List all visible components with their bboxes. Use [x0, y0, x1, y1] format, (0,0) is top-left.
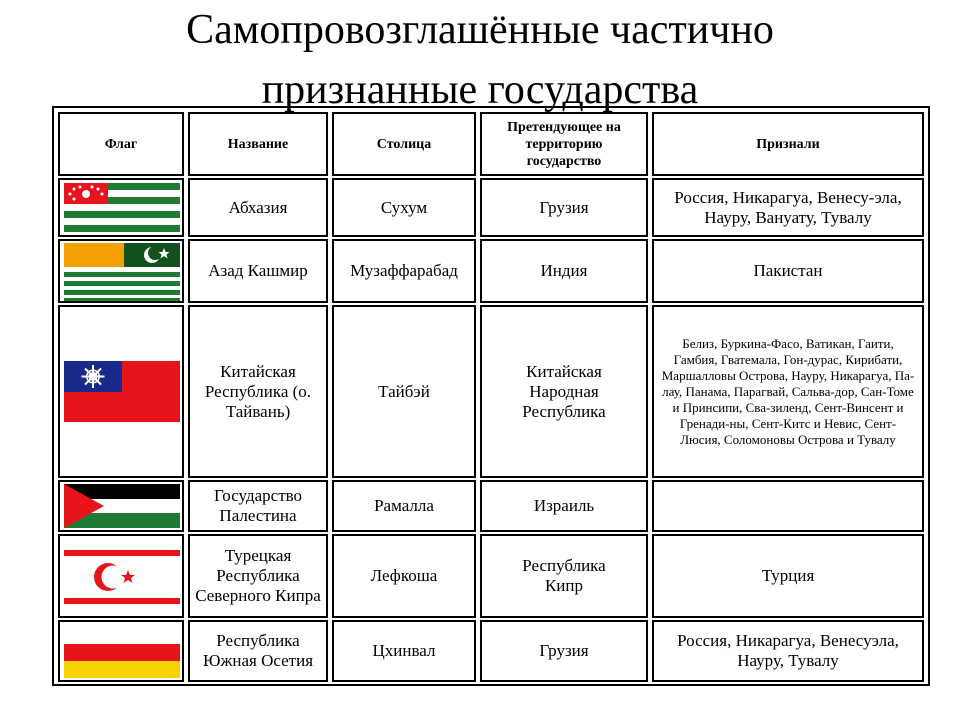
row-northern-cyprus-name: Турецкая Республика Северного Кипра: [188, 534, 328, 618]
row-abkhazia-recognized: Россия, Никарагуа, Венесу-эла, Науру, Вануату, Тувалу: [652, 178, 924, 237]
header-flag: Флаг: [58, 112, 184, 176]
row-azad-kashmir-name: Азад Кашмир: [188, 239, 328, 303]
header-recognized: Признали: [652, 112, 924, 176]
northern-cyprus-flag-icon: [64, 544, 180, 610]
south-ossetia-flag-icon: [64, 626, 180, 678]
row-northern-cyprus-claimant: Республика Кипр: [480, 534, 648, 618]
header-capital: Столица: [332, 112, 476, 176]
row-south-ossetia-recognized: Россия, Никарагуа, Венесуэла, Науру, Тувалу: [652, 620, 924, 682]
abkhazia-flag-icon: [64, 183, 180, 232]
row-south-ossetia-claimant: Грузия: [480, 620, 648, 682]
row-palestine-name: Государство Палестина: [188, 480, 328, 532]
row-northern-cyprus-recognized: Турция: [652, 534, 924, 618]
table-row-flag-cell: [58, 305, 184, 478]
row-palestine-capital: Рамалла: [332, 480, 476, 532]
header-claimant: Претендующее на территорию государство: [480, 112, 648, 176]
azad-kashmir-flag-icon: [64, 243, 180, 301]
taiwan-flag-icon: [64, 361, 180, 422]
row-taiwan-claimant: Китайская Народная Республика: [480, 305, 648, 478]
row-palestine-claimant: Израиль: [480, 480, 648, 532]
table-row-flag-cell: [58, 620, 184, 682]
row-taiwan-name: Китайская Республика (о. Тайвань): [188, 305, 328, 478]
row-abkhazia-name: Абхазия: [188, 178, 328, 237]
row-south-ossetia-capital: Цхинвал: [332, 620, 476, 682]
page-title-line-1: Самопровозглашённые частично: [186, 7, 774, 53]
table-row-flag-cell: [58, 178, 184, 237]
row-northern-cyprus-capital: Лефкоша: [332, 534, 476, 618]
row-taiwan-recognized: Белиз, Буркина-Фасо, Ватикан, Гаити, Гамбия, Гватемала, Гон-дурас, Кирибати, Маршалловы Острова, Науру, Никарагуа, Па-лау, Панама, Парагвай, Сальва-дор, Сан-Томе и Принсипи, Сва-зиленд, Сент-Винсент и Гренади-ны, Сент-Китс и Невис, Сент-Люсия, Соломоновы Острова и Тувалу: [652, 305, 924, 478]
row-azad-kashmir-claimant: Индия: [480, 239, 648, 303]
table-row-flag-cell: [58, 480, 184, 532]
row-palestine-recognized: [652, 480, 924, 532]
table-row-flag-cell: [58, 534, 184, 618]
row-taiwan-capital: Тайбэй: [332, 305, 476, 478]
palestine-flag-icon: [64, 484, 180, 528]
row-south-ossetia-name: Республика Южная Осетия: [188, 620, 328, 682]
row-abkhazia-capital: Сухум: [332, 178, 476, 237]
row-abkhazia-claimant: Грузия: [480, 178, 648, 237]
header-name: Название: [188, 112, 328, 176]
row-azad-kashmir-capital: Музаффарабад: [332, 239, 476, 303]
row-azad-kashmir-recognized: Пакистан: [652, 239, 924, 303]
table-row-flag-cell: [58, 239, 184, 303]
page-title-line-2: признанные государства: [261, 67, 699, 113]
